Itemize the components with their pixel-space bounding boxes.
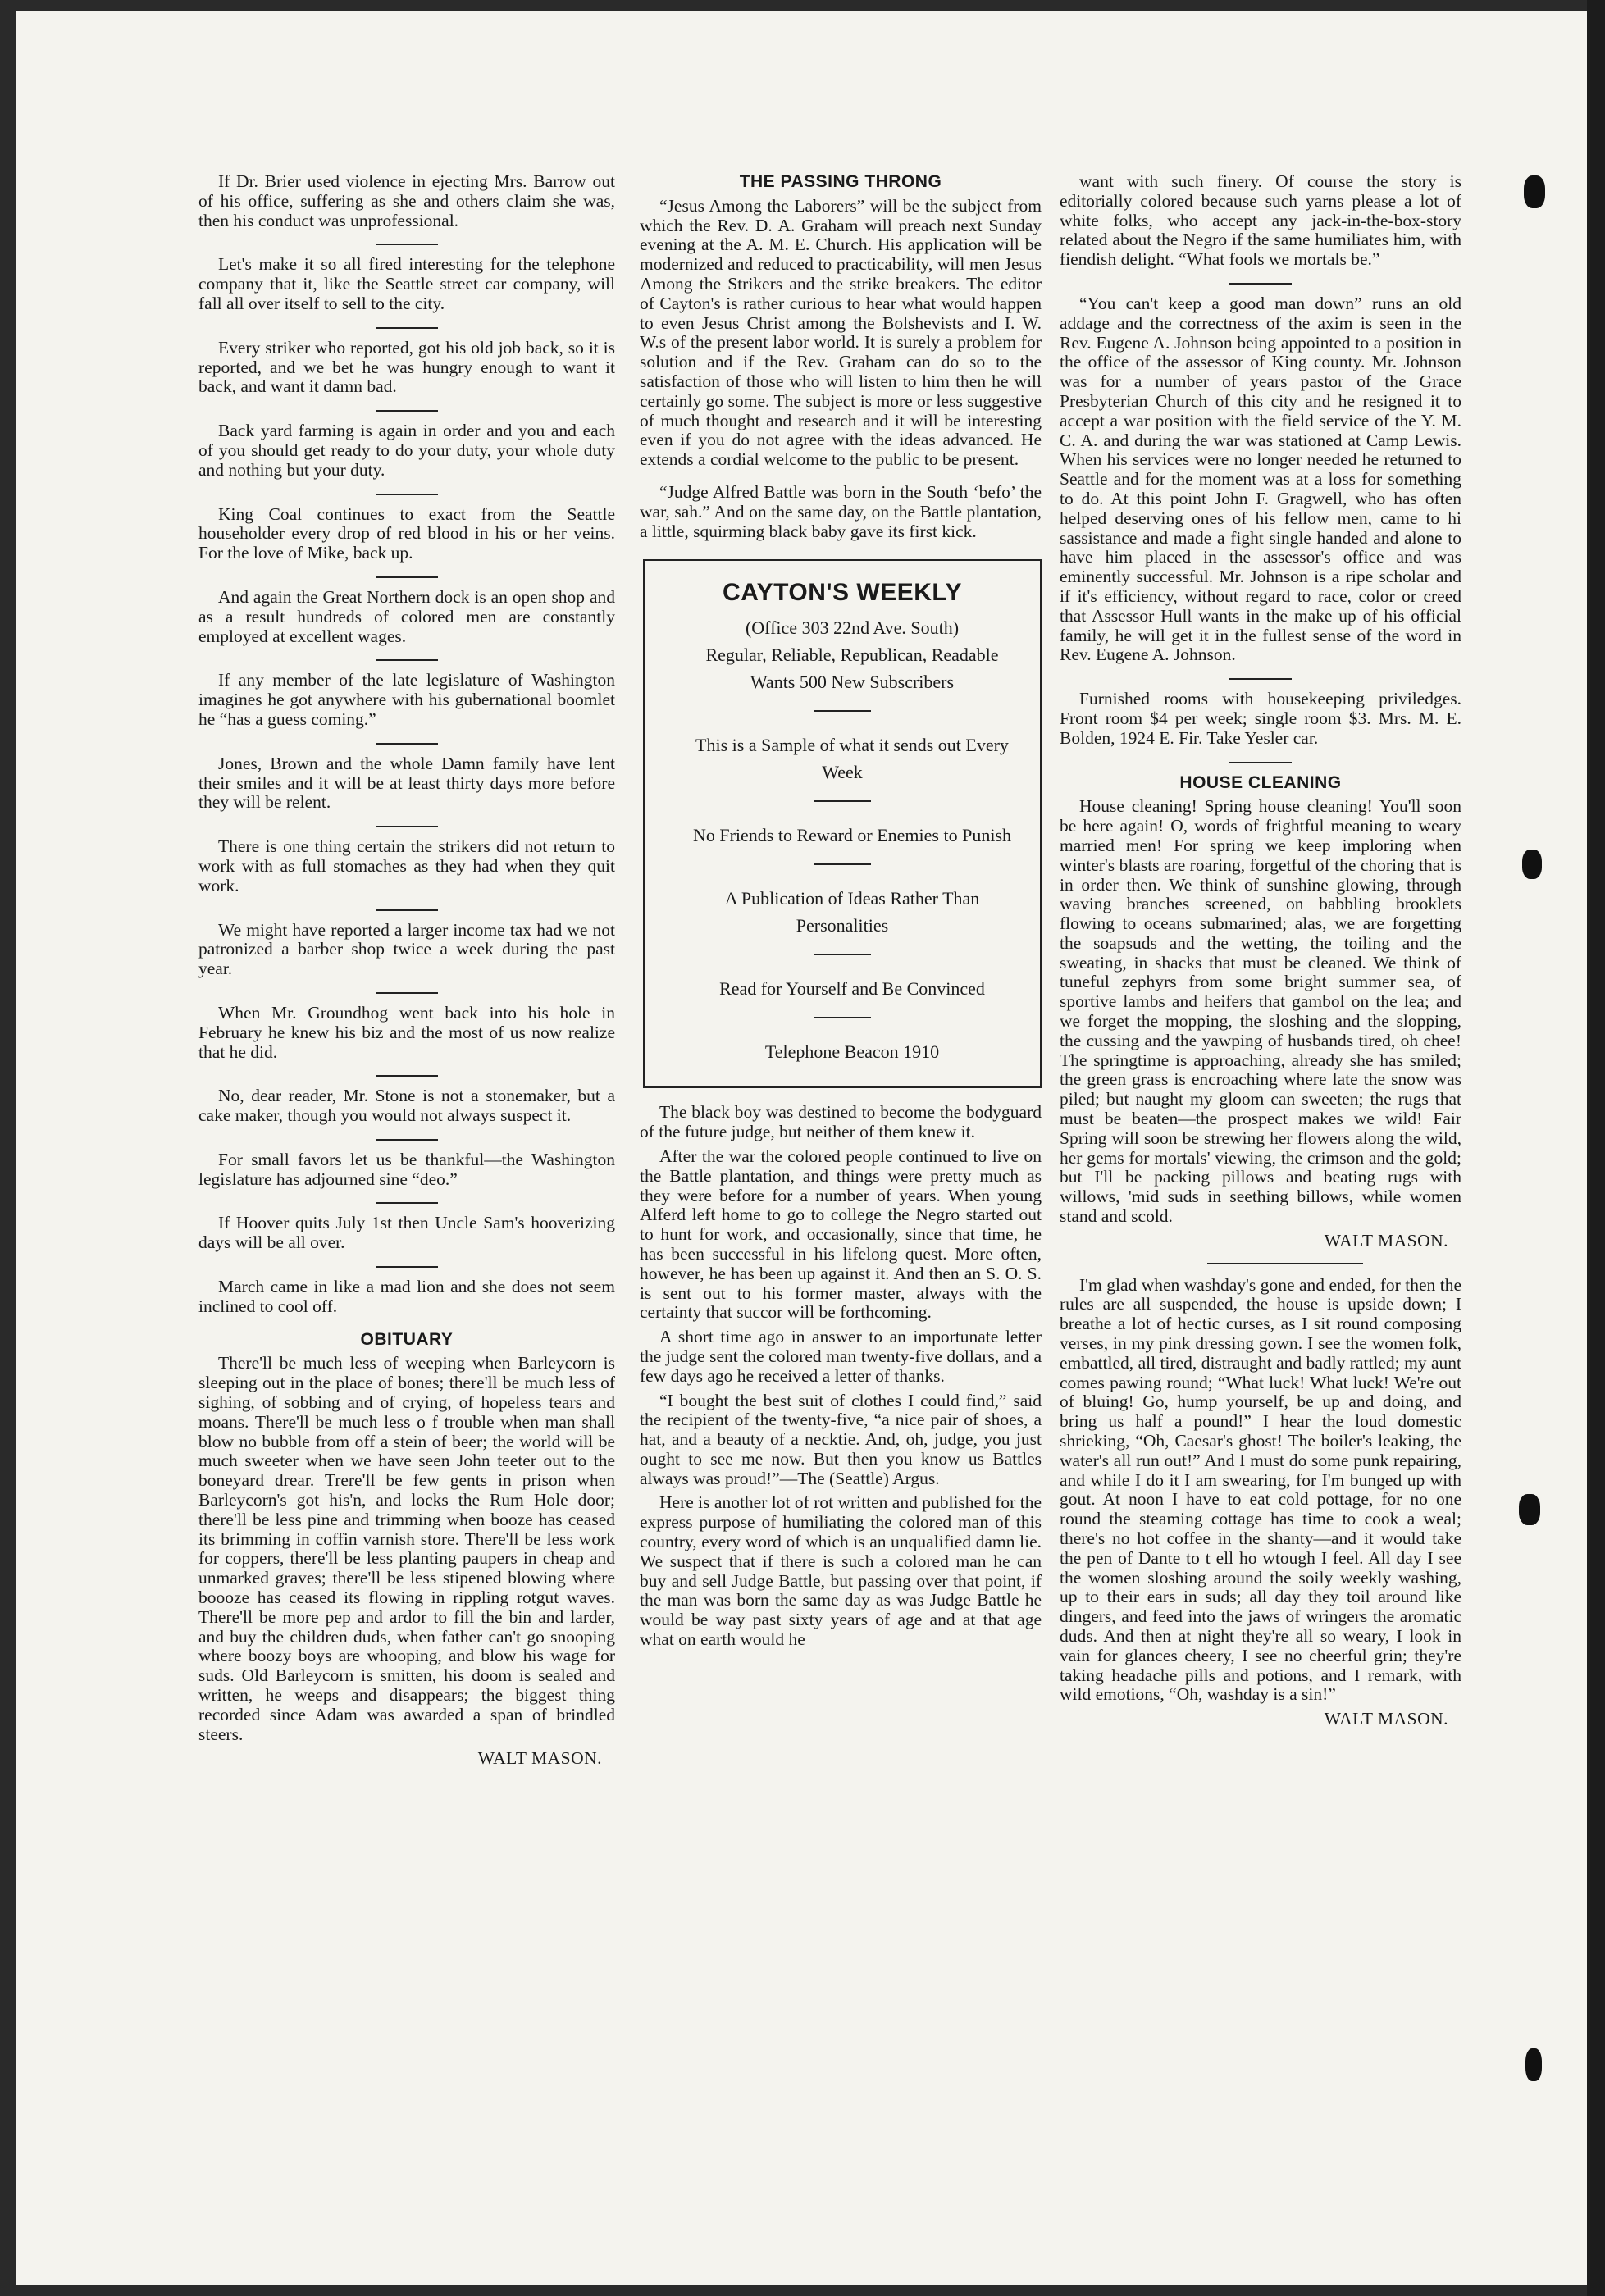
story-continuation: want with such finery. Of course the story is editorially colored because such yarns please a lot of white folks, who accept any jack-in-the-box-story related about the Negro if the same humiliates him, with fiendish delight. “What fools we mortals be.” <box>1060 171 1461 270</box>
ad-sample: This is a Sample of what it sends out Every Week <box>695 735 1009 783</box>
divider <box>1229 678 1292 680</box>
ad-office: (Office 303 22nd Ave. South) <box>745 617 960 639</box>
divider <box>1229 283 1292 285</box>
johnson-article: “You can't keep a good man down” runs an old addage and the correctness of the axim is seen in the Rev. Eugene A. Johnson being appointed to a position in the office of the assessor of King county. Mr. Johnson was for a number of years pastor of the Grace Presbyterian Church of this city and he resigned it to accept a war position with the field service of the Y. M. C. A. and during the war was stationed at Camp Lewis. When his services were no longer needed he returned to Seattle and for the moment was at a loss for something to do. At this point John F. Gragwell, who has often helped deserving ones of his fellow men, came to hi sassistance and made a fight single handed and alone to have him placed in the assessor's office and was eminently successful. Mr. Johnson is a ripe scholar and if it's efficiency, without regard to race, color or creed that Assessor Hull wants in the make up of his official family, he will get it in the fullest sense of the word in Rev. Eugene A. Johnson. <box>1060 293 1461 665</box>
house-cleaning-heading: HOUSE CLEANING <box>1179 772 1342 792</box>
ad-tagline: Regular, Reliable, Republican, Readable <box>705 645 999 666</box>
house-cleaning-signature: WALT MASON. <box>1324 1230 1448 1250</box>
divider <box>376 1075 438 1077</box>
paragraph: Back yard farming is again in order and you and each of you should get ready to do your duty, your whole duty and nothing but your duty. <box>198 421 615 480</box>
ad-read: Read for Yourself and Be Convinced <box>719 978 985 1000</box>
rooms-notice: Furnished rooms with housekeeping priviledges. Front room $4 per week; single room $3. Mrs. M. E. Bolden, 1924 E. Fir. Take Yesler car. <box>1060 689 1461 748</box>
paragraph: If Hoover quits July 1st then Uncle Sam's hooverizing days will be all over. <box>198 1213 615 1253</box>
divider <box>376 244 438 245</box>
judge-intro: “Judge Alfred Battle was born in the South ‘befo’ the war, sah.” And on the same day, on the Battle plantation, a little, squirming black baby gave its first kick. <box>640 481 1042 541</box>
divider <box>376 743 438 745</box>
paragraph: When Mr. Groundhog went back into his hole in February he knew his biz and the most of us now realize that he did. <box>198 1002 615 1062</box>
divider <box>376 576 438 578</box>
paragraph: No, dear reader, Mr. Stone is not a stonemaker, but a cake maker, though you would not always suspect it. <box>198 1086 615 1126</box>
divider <box>376 410 438 412</box>
column-2 <box>640 172 1042 1655</box>
divider <box>376 1139 438 1141</box>
divider <box>376 494 438 495</box>
ad-divider <box>814 863 871 865</box>
washday-signature: WALT MASON. <box>1324 1709 1448 1729</box>
paragraph: Jones, Brown and the whole Damn family have lent their smiles and it will be at least thirty days more before they will be relent. <box>198 753 615 813</box>
paragraph: The black boy was destined to become the bodyguard of the future judge, but neither of them knew it. <box>640 1102 1042 1142</box>
divider <box>376 909 438 911</box>
divider <box>1229 762 1292 763</box>
passing-throng-heading: THE PASSING THRONG <box>739 172 942 191</box>
obituary-signature: WALT MASON. <box>477 1748 602 1769</box>
ad-divider <box>814 1017 871 1018</box>
obituary-heading: OBITUARY <box>360 1329 454 1349</box>
passing-throng-text: “Jesus Among the Laborers” will be the subject from which the Rev. D. A. Graham will preach next Sunday evening at the A. M. E. Church. His application will be modernized and reduced to practicability, will men Jesus Among the Strikers and the strike breakers. The editor of Cayton's is rather curious to hear what would happen to even Jesus Christ among the Bolshevists and I. W. W.s of the present labor world. It is surely a problem for solution and if the Rev. Graham can do so to the satisfaction of those who will listen to him then he will certainly go some. The subject is more or less suggestive of much thought and research and it will be interesting even if you do not agree with the ideas advanced. He extends a cordial welcome to the public to be present. <box>640 195 1042 470</box>
paragraph: King Coal continues to exact from the Seattle householder every drop of red blood in his or her veins. For the love of Mike, back up. <box>198 503 615 563</box>
ad-divider <box>814 800 871 802</box>
paragraph: We might have reported a larger income tax had we not patronized a barber shop twice a week during the past year. <box>198 919 615 979</box>
ink-blot <box>1524 175 1545 208</box>
paragraph: March came in like a mad lion and she does not seem inclined to cool off. <box>198 1277 615 1316</box>
paragraph: Every striker who reported, got his old job back, so it is reported, and we bet he was hungry enough to want it back, and want it damn bad. <box>198 337 615 397</box>
paragraph: After the war the colored people continued to live on the Battle plantation, and things were pretty much as they were before for a number of years. When young Alferd left home to go to college the Negro started out to hunt for work, and occasionally, since that time, he has been successful in his lifelong quest. More often, however, he has been up against it. And then an S. O. S. is sent out to his former master, always with the certainty that succor will be forthcoming. <box>640 1146 1042 1323</box>
caytons-weekly-ad <box>643 559 1042 1088</box>
divider <box>376 327 438 329</box>
divider <box>376 659 438 661</box>
divider <box>376 992 438 994</box>
ad-phone: Telephone Beacon 1910 <box>764 1041 940 1063</box>
divider <box>1207 1263 1363 1264</box>
ink-blot <box>1522 850 1542 879</box>
paragraph: If Dr. Brier used violence in ejecting Mrs. Barrow out of his office, suffering as she and others claim she was, then his conduct was unprofessional. <box>198 171 615 230</box>
column-1 <box>198 172 615 1780</box>
obituary-text: There'll be much less of weeping when Barleycorn is sleeping out in the place of bones; there'll be much less of sighing, of sobbing and of crying, of hopeless tears and moans. There'll be much less o f trouble when man shall blow no bubble from off a stein of beer; the world will be much sweeter when we have seen John teeter out to the boneyard drear. Trere'll be few gents in prison when Barleycorn's got his'n, and locks the Rum Hole door; there'll be less pine and trimming when booze has ceased its brimming in coffin varnish store. There'll be less work for coppers, there'll be less planting paupers in cheap and unmarked graves; there'll be less stipened blowing where boooze has ceased its flowing in rippling rotgut waves. There'll be more pep and ardor to fill the bin and larder, and buy the children duds, when father can't go snooping where boozy boys are whooping, and blow his wage for suds. Old Barleycorn is smitten, his doom is sealed and written, he weeps and disappears; the biggest thing recorded since Adam was awarded a span of brindled steers. <box>198 1353 615 1744</box>
ad-wants: Wants 500 New Subscribers <box>750 672 955 693</box>
ink-blot <box>1525 2048 1542 2081</box>
paragraph: Let's make it so all fired interesting for the telephone company that it, like the Seattle street car company, will fall all over itself to sell to the city. <box>198 254 615 313</box>
ad-divider <box>814 710 871 712</box>
column-3 <box>1060 172 1461 1741</box>
divider <box>376 1266 438 1268</box>
paragraph: Here is another lot of rot written and published for the express purpose of humiliating the colored man of this country, every word of which is an unqualified damn lie. We suspect that if there is such a colored man he can buy and sell Judge Battle, but passing over that point, if the man was born the same day as was Judge Battle he would be way past sixty years of age and at that age what on earth would he <box>640 1492 1042 1650</box>
ad-title: CAYTON'S WEEKLY <box>723 579 962 607</box>
paragraph: A short time ago in answer to an importunate letter the judge sent the colored man twenty-five dollars, and a few days ago he received a letter of thanks. <box>640 1327 1042 1386</box>
ad-divider <box>814 954 871 955</box>
paragraph: If any member of the late legislature of Washington imagines he got anywhere with his gubernational boomlet he “has a guess coming.” <box>198 670 615 729</box>
paragraph: “I bought the best suit of clothes I could find,” said the recipient of the twenty-five, “a nice pair of shoes, a hat, and a beauty of a necktie. And, oh, judge, you just ought to see me now. But then you know us Battles always was proud!”—The (Seattle) Argus. <box>640 1390 1042 1488</box>
ink-blot <box>1519 1494 1540 1525</box>
paragraph: For small favors let us be thankful—the Washington legislature has adjourned sine “deo.” <box>198 1149 615 1189</box>
divider <box>376 826 438 827</box>
divider <box>376 1202 438 1204</box>
ad-ideas: A Publication of Ideas Rather Than Personalities <box>724 888 980 936</box>
washday-text: I'm glad when washday's gone and ended, for then the rules are all suspended, the house is upside down; I breathe a lot of hectic curses, as I sit round composing verses, in my pink dressing gown. I see the women folk, embattled, all tired, distraught and badly rattled; my aunt comes pawing round; “What luck! What luck! We're out of bluing! Go, hump yourself, be up and doing, and bring us half a pound!” I hear the loud domestic shrieking, “Oh, Caesar's ghost! The boiler's leaking, the water's all run out!” And I must do some punk repairing, and while I do it I am swearing, for I'm bunged up with gout. At noon I have to eat cold pottage, for no one round the steaming cottage has time to cook a weal; there's no hot coffee in the shanty—and it would take the pen of Dante to t ell ho wtough I feel. All day I see the women sloshing around the soily weekly washing, up to their ears in suds; all day they toil around like dingers, and feed into the jaws of wringers the aromatic duds. And then at night they're all so weary, I look in vain for glances cheery, I see no cheerful grin; they're taking headache pills and potions, and I remark, with wild emotions, “Oh, washday is a sin!” <box>1060 1274 1461 1705</box>
scan-edge <box>1587 0 1605 2296</box>
newspaper-page <box>16 11 1587 2285</box>
paragraph: There is one thing certain the strikers did not return to work with as full stomaches as they had when they quit work. <box>198 836 615 895</box>
ad-friends: No Friends to Reward or Enemies to Punish <box>692 825 1012 846</box>
paragraph: And again the Great Northern dock is an open shop and as a result hundreds of colored men are constantly employed at excellent wages. <box>198 586 615 646</box>
house-cleaning-text: House cleaning! Spring house cleaning! You'll soon be here again! O, words of frightful meaning to weary married men! For spring we keep imploring when winter's blasts are roaring, forgetful of the choring that is in order then. We think of sunshine glowing, through waving branches screened, on babbling brooklets flowing to oceans submarined; alas, we are forgetting the soapsuds and the wetting, the toiling and the sweating, in shacks that must be cleaned. We think of tuneful zephyrs from some bright summer sea, of sportive lambs and heifers that gambol on the lea; and we forget the mopping, the sloshing and the slopping, the cussing and the yawping of husbands tired, oh chee! The springtime is approaching, already she has smiled; the green grass is encroaching where late the snow was piled; but naught my gloom can sweeten; the rugs that must be beaten—the prospect makes we wild! Fair Spring will soon be strewing her flowers along the wild, her gems for mortals' viewing, the crimson and the gold; but I'll be packing pillows and beating rugs with willows, 'mid suds in seething billows, while women stand and scold. <box>1060 796 1461 1227</box>
